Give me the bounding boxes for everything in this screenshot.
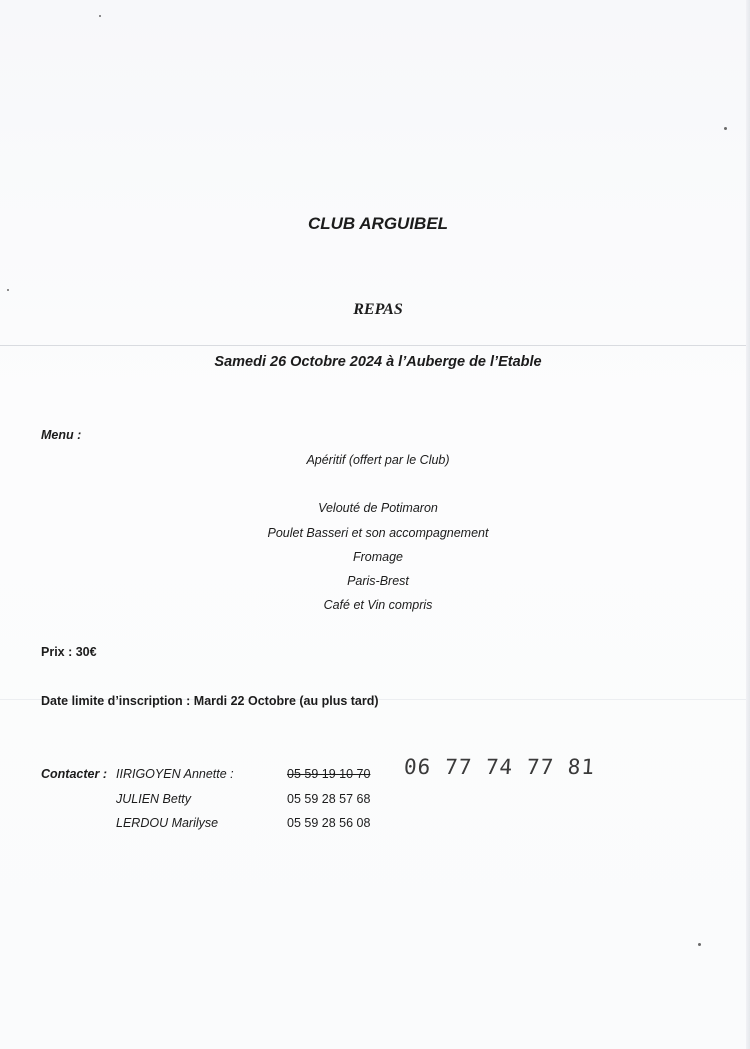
price-line: Prix : 30€ [41,645,97,659]
contact-name: JULIEN Betty [116,792,192,806]
menu-label: Menu : [41,428,82,442]
page-title: CLUB ARGUIBEL [307,214,449,233]
menu-item: Fromage [352,550,404,564]
deadline-line: Date limite d’inscription : Mardi 22 Octobre (au plus tard) [41,694,379,708]
scan-speck [99,15,101,17]
page-edge [746,0,750,1049]
contact-name: IIRIGOYEN Annette : [116,767,234,781]
menu-item: Apéritif (offert par le Club) [306,453,450,467]
contact-phone-struck: 05 59 19 10 70 [287,767,371,781]
contact-name: LERDOU Marilyse [116,816,219,830]
contact-phone: 05 59 28 56 08 [287,816,371,830]
page-subtitle: REPAS [353,301,403,318]
menu-item: Velouté de Potimaron [318,501,438,515]
menu-item: Café et Vin compris [323,598,433,612]
contact-phone: 05 59 28 57 68 [287,792,371,806]
handwritten-phone: 06 77 74 77 81 [403,755,596,779]
scan-speck [7,289,9,291]
menu-item: Poulet Basseri et son accompagnement [267,526,489,540]
fold-line [0,345,750,346]
event-line: Samedi 26 Octobre 2024 à l’Auberge de l’Etable [214,354,542,370]
scan-speck [724,127,727,130]
contact-label: Contacter : [41,767,107,781]
menu-item: Paris-Brest [347,574,409,588]
scan-speck [698,943,701,946]
